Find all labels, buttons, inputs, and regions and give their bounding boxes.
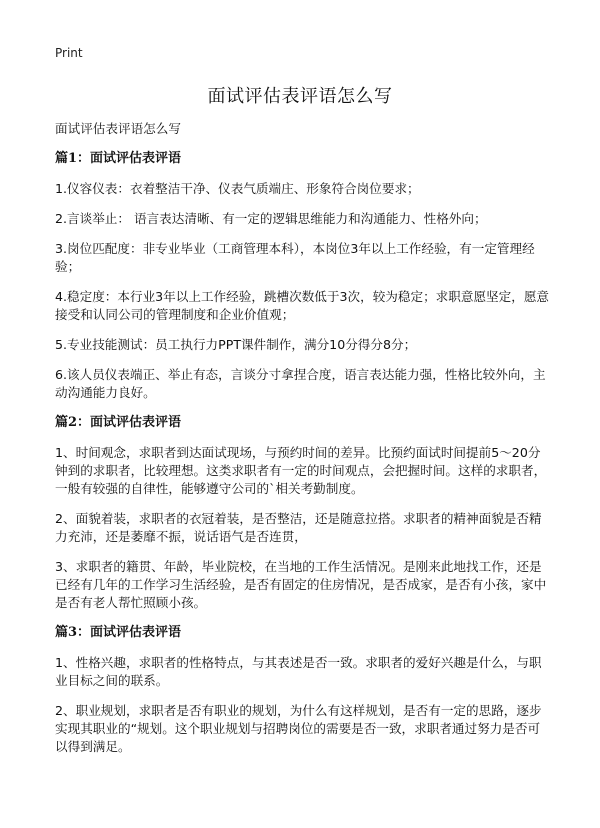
paragraph: 6.该人员仪表端正、举止有态，言谈分寸拿捏合度，语言表达能力强，性格比较外向，主动沟通能力良好。: [55, 367, 546, 400]
section-2: [55, 414, 550, 612]
page-title: 面试评估表评语怎么写: [207, 86, 393, 107]
paragraph: 2、职业规划，求职者是否有职业的规划，为什么有这样规划，是否有一定的思路，逐步实现其职业的“规划。这个职业规划与招聘岗位的需要是否一致，求职者通过努力是否可以得到满足。: [55, 703, 542, 754]
print-link[interactable]: Print: [55, 46, 83, 60]
paragraph: 4.稳定度：本行业3年以上工作经验，跳槽次数低于3次，较为稳定；求职意愿坚定，愿意接受和认同公司的管理制度和企业价值观；: [55, 289, 550, 322]
section-heading: 篇3：面试评估表评语: [55, 625, 182, 640]
paragraph: 3、求职者的籍贯、年龄，毕业院校，在当地的工作生活情况。是刚来此地找工作，还是已经有几年的工作学习生活经验，是否有固定的住房情况，是否成家，是否有小孩，家中是否有老人帮忙照顾小孩。: [55, 559, 547, 610]
paragraph: 1.仪容仪表：衣着整洁干净、仪表气质端庄、形象符合岗位要求；: [55, 181, 420, 196]
paragraph: 2、面貌着装，求职者的衣冠着装，是否整洁，还是随意拉搭。求职者的精神面貌是否精力充沛，还是萎靡不振，说话语气是否连贯，: [55, 511, 542, 544]
paragraph: 1、性格兴趣，求职者的性格特点，与其表述是否一致。求职者的爱好兴趣是什么，与职业目标之间的联系。: [55, 655, 542, 688]
section-heading: 篇2：面试评估表评语: [55, 415, 182, 430]
document-subtitle: 面试评估表评语怎么写: [55, 121, 181, 136]
paragraph: 1、时间观念，求职者到达面试现场，与预约时间的差异。比预约面试时间提前5～20分钟到的求职者，比较理想。这类求职者有一定的时间观点，会把握时间。这样的求职者，一般有较强的自律性，能够遵守公司的`相关考勤制度。: [55, 445, 547, 496]
section-heading: 篇1：面试评估表评语: [55, 151, 182, 166]
paragraph: 2.言谈举止： 语言表达清晰、有一定的逻辑思维能力和沟通能力、性格外向；: [55, 211, 487, 226]
paragraph: 5.专业技能测试：员工执行力PPT课件制作，满分10分得分8分；: [55, 337, 417, 352]
paragraph: 3.岗位匹配度：非专业毕业（工商管理本科），本岗位3年以上工作经验，有一定管理经验；: [55, 241, 535, 274]
document-body: [55, 120, 550, 768]
section-3: [55, 624, 550, 756]
section-1: [55, 150, 550, 402]
